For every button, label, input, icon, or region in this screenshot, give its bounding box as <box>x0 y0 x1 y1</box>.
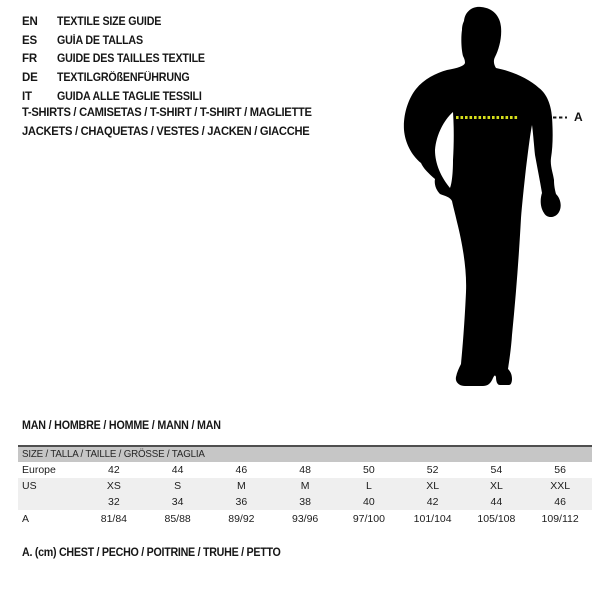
list-item <box>22 50 216 69</box>
category-line-tshirts <box>22 105 334 124</box>
table-cell: XL <box>489 480 503 492</box>
list-item <box>22 32 216 51</box>
language-code: IT <box>22 90 32 103</box>
guide-title: TEXTILE SIZE GUIDE <box>57 16 162 29</box>
language-guide-list <box>22 13 216 106</box>
table-cell: XS <box>106 480 121 492</box>
table-cell: 38 <box>299 496 311 508</box>
row-label: Europe <box>22 464 56 476</box>
footnote-text: A. (cm) CHEST / PECHO / POITRINE / TRUHE / PETTO <box>22 547 281 559</box>
table-cell: XXL <box>550 480 571 492</box>
table-cell: 46 <box>235 464 248 476</box>
table-cell: 93/96 <box>291 512 319 525</box>
table-cell: 109/112 <box>541 512 579 525</box>
language-code: ES <box>22 34 37 47</box>
table-cell: M <box>300 480 310 492</box>
table-cell: 36 <box>235 496 248 508</box>
category-text: T-SHIRTS / CAMISETAS / T-SHIRT / T-SHIRT / MAGLIETTE <box>22 105 312 119</box>
table-cell: 85/88 <box>164 512 191 525</box>
table-cell: 44 <box>490 496 503 508</box>
guide-title: GUIDA ALLE TAGLIE TESSILI <box>57 90 202 103</box>
category-line-jackets <box>22 124 334 143</box>
table-cell: 101/104 <box>413 512 452 525</box>
table-cell: 81/84 <box>100 512 128 525</box>
table-cell: 97/100 <box>352 512 385 525</box>
table-row-us-numeric <box>18 494 592 510</box>
table-cell: XL <box>426 480 440 492</box>
table-cell: 42 <box>108 464 120 476</box>
table-cell: 89/92 <box>228 512 255 525</box>
table-cell: 105/108 <box>477 512 516 525</box>
table-cell: 40 <box>363 496 375 508</box>
table-cell: M <box>237 480 246 492</box>
man-silhouette <box>395 0 600 400</box>
category-text: JACKETS / CHAQUETAS / VESTES / JACKEN / GIACCHE <box>22 123 310 138</box>
table-cell: S <box>174 480 182 492</box>
row-label: A <box>22 512 30 525</box>
guide-title: GUIDE DES TAILLES TEXTILE <box>57 53 205 66</box>
size-table <box>18 445 592 527</box>
row-label: US <box>22 480 37 492</box>
list-item <box>22 13 216 32</box>
guide-title: TEXTILGRÖßENFÜHRUNG <box>57 72 190 85</box>
table-cell: 34 <box>171 496 184 508</box>
size-table-header <box>18 445 592 462</box>
table-row-us <box>18 478 592 494</box>
size-table-header-text: SIZE / TALLA / TAILLE / GRÖSSE / TAGLIA <box>22 448 205 460</box>
table-cell: L <box>365 480 372 492</box>
list-item <box>22 87 216 106</box>
table-cell: 32 <box>108 496 120 508</box>
table-cell: 54 <box>490 464 503 476</box>
table-cell: 44 <box>171 464 184 476</box>
section-title-man <box>22 420 236 432</box>
language-code: FR <box>22 53 37 66</box>
table-cell: 50 <box>363 464 375 476</box>
guide-title: GUÍA DE TALLAS <box>57 34 143 47</box>
table-row-chest <box>18 510 592 527</box>
section-title-text: MAN / HOMBRE / HOMME / MANN / MAN <box>22 420 221 432</box>
list-item <box>22 69 216 88</box>
table-row-europe <box>18 462 592 478</box>
language-code: EN <box>22 16 38 29</box>
garment-categories <box>22 105 334 142</box>
language-code: DE <box>22 72 38 85</box>
measurement-footnote <box>22 547 300 559</box>
table-cell: 46 <box>554 496 566 508</box>
table-cell: 42 <box>426 496 439 508</box>
measure-label-a: A <box>574 110 583 124</box>
man-silhouette-figure <box>395 0 600 400</box>
table-cell: 48 <box>299 464 311 476</box>
table-cell: 52 <box>426 464 439 476</box>
table-cell: 56 <box>554 464 566 476</box>
